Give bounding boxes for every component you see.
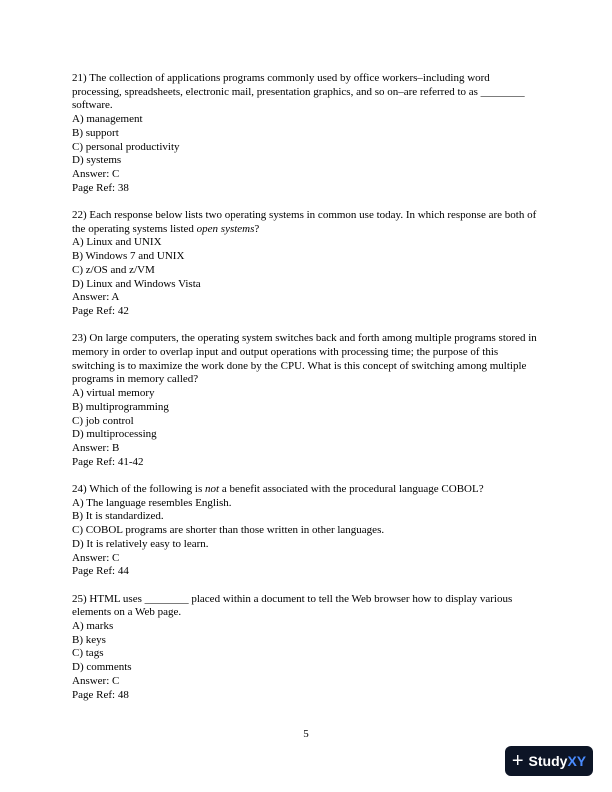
question-stem xyxy=(72,209,542,236)
question-stem xyxy=(72,483,542,497)
plus-icon: + xyxy=(511,750,524,772)
option-b: B) keys xyxy=(72,633,106,646)
brand-accent: XY xyxy=(567,753,587,769)
question-list xyxy=(72,72,542,716)
page-number: 5 xyxy=(303,728,309,740)
brand-name: Study xyxy=(528,753,568,769)
option-a: A) marks xyxy=(72,620,114,633)
option-c: C) COBOL programs are shorter than those written in other languages. xyxy=(72,524,385,537)
option-d: D) comments xyxy=(72,661,132,674)
option-b: B) Windows 7 and UNIX xyxy=(72,250,185,263)
option-a: A) The language resembles English. xyxy=(72,496,232,509)
question-22 xyxy=(72,209,542,319)
question-stem: 25) HTML uses ________ placed within a document to tell the Web browser how to display various elements on a Web page. xyxy=(72,592,513,619)
page-ref: Page Ref: 44 xyxy=(72,565,129,578)
option-c: C) tags xyxy=(72,647,104,660)
page-ref: Page Ref: 48 xyxy=(72,688,129,701)
option-d: D) It is relatively easy to learn. xyxy=(72,537,209,550)
stem-text: 22) Each response below lists two operating systems in common use today. In which response are both of the operating systems listed xyxy=(72,209,537,235)
option-a: A) management xyxy=(72,113,143,126)
page-ref: Page Ref: 42 xyxy=(72,304,129,317)
question-stem: 23) On large computers, the operating system switches back and forth among multiple programs stored in memory in order to overlap input and output operations with processing time; the purpose of this switching is to maximize the work done by the CPU. What is this concept of switching among multiple programs in memory called? xyxy=(72,332,537,386)
option-c: C) z/OS and z/VM xyxy=(72,263,155,276)
option-a: A) Linux and UNIX xyxy=(72,236,162,249)
studyxy-badge[interactable] xyxy=(505,746,593,776)
question-25 xyxy=(72,593,542,703)
question-21 xyxy=(72,72,542,195)
stem-text-end: ? xyxy=(254,222,260,235)
option-b: B) It is standardized. xyxy=(72,510,164,523)
option-d: D) systems xyxy=(72,154,122,167)
page-ref: Page Ref: 38 xyxy=(72,181,129,194)
stem-text: 24) Which of the following is xyxy=(72,483,205,496)
stem-emphasis: not xyxy=(205,483,220,496)
question-24 xyxy=(72,483,542,579)
answer: Answer: B xyxy=(72,441,120,454)
option-d: D) multiprocessing xyxy=(72,428,157,441)
question-23 xyxy=(72,332,542,469)
option-c: C) job control xyxy=(72,414,134,427)
stem-emphasis: open systems xyxy=(196,222,255,235)
option-d: D) Linux and Windows Vista xyxy=(72,277,201,290)
answer: Answer: C xyxy=(72,167,120,180)
question-stem: 21) The collection of applications programs commonly used by office workers–including word processing, spreadsheets, electronic mail, presentation graphics, and so on–are referred to as ________ software. xyxy=(72,72,525,112)
answer: Answer: A xyxy=(72,291,120,304)
page-ref: Page Ref: 41-42 xyxy=(72,455,144,468)
option-b: B) multiprogramming xyxy=(72,400,169,413)
answer: Answer: C xyxy=(72,551,120,564)
stem-text-end: a benefit associated with the procedural language COBOL? xyxy=(219,483,484,496)
option-a: A) virtual memory xyxy=(72,387,155,400)
option-c: C) personal productivity xyxy=(72,140,180,153)
option-b: B) support xyxy=(72,126,119,139)
answer: Answer: C xyxy=(72,674,120,687)
